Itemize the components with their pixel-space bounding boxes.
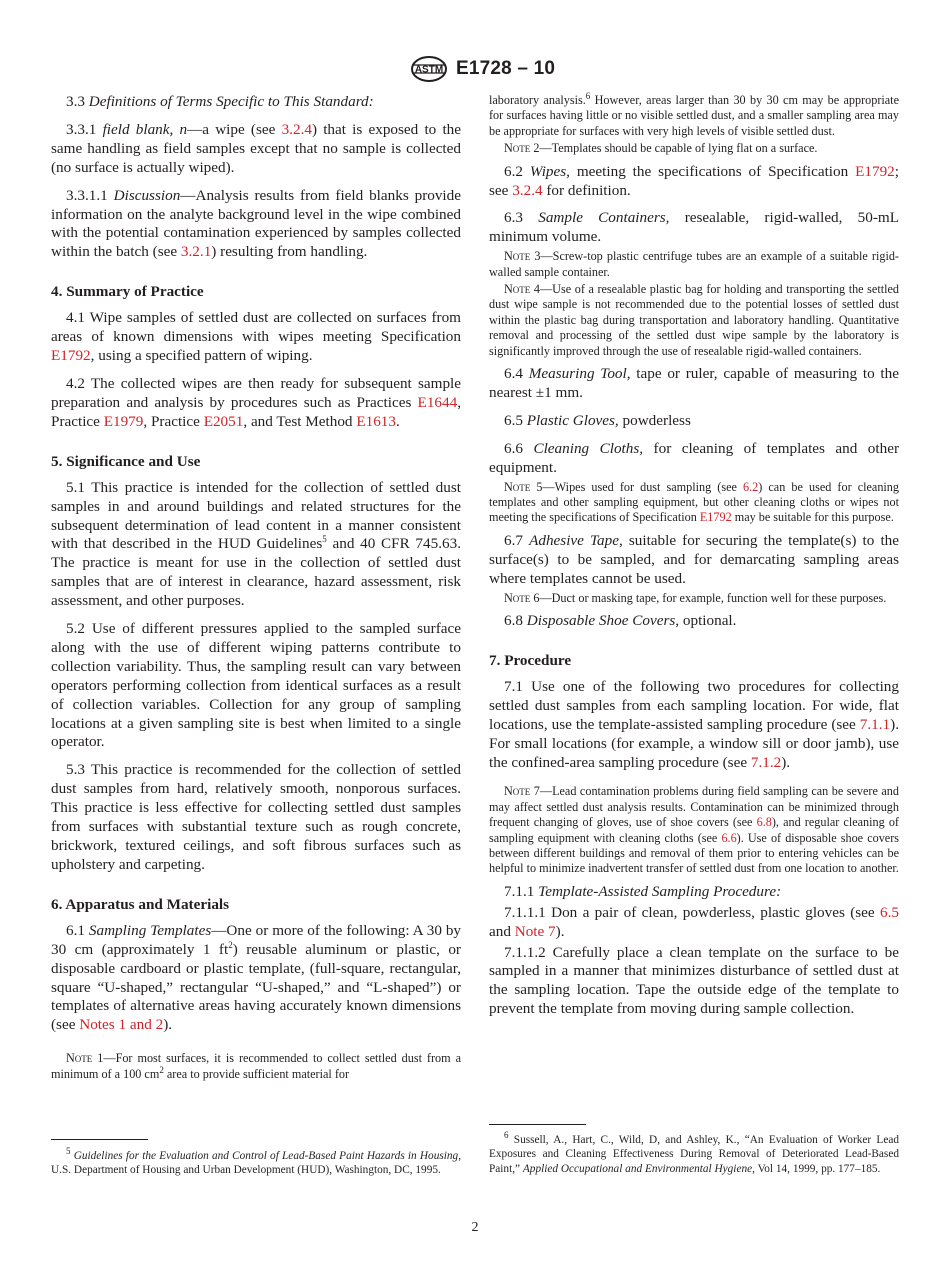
section-7-1-1-1: 7.1.1.1 Don a pair of clean, powderless, plastic gloves (see 6.5 and Note 7).: [489, 903, 899, 940]
ref-e1979[interactable]: E1979: [103, 412, 144, 430]
note-5: Note 5—Wipes used for dust sampling (see 6.2) can be used for cleaning templates and other sampling equipment, but other cleaning cloths or wipes not meeting the specifications of Specification E1792 may be suitable for this purpose.: [489, 479, 899, 525]
note-7: Note 7—Lead contamination problems during field sampling can be severe and may affect settled dust analysis results. Contamination can be minimized through frequent changing of gloves, use of shoe covers (see 6.8), and regular cleaning of sampling equipment with cleaning cloths (see 6.6). Use of disposable shoe covers between different buildings and removal of them prior to entering vehicles can be helpful to minimize inadvertent transfer of settled dust from one location to another.: [489, 784, 900, 876]
note-1: Note 1—For most surfaces, it is recommended to collect settled dust from a minimum of a 100 $cm^2$ area to provide sufficient material for: [51, 1051, 462, 1081]
section-3-3-1-1: 3.3.1.1 Discussion—Analysis results from field blanks provide information on the analyte background level in the wipe combined with the potential contamination experienced by samples collected within the batch (see 3.2.1) resulting from handling.: [51, 186, 461, 261]
section-3-3-1: 3.3.1 field blank, n—a wipe (see 3.2.4) that is exposed to the same handling as field samples except that no sample is collected (no surface is actually wiped).: [51, 120, 462, 176]
note-3: Note 3—Screw-top plastic centrifuge tubes are an example of a suitable rigid-walled sample container.: [489, 249, 899, 279]
section-5-3: 5.3 This practice is recommended for the collection of settled dust samples from hard, relatively smooth, nonporous surfaces. This practice is less effective for collecting settled dust samples from surfaces with substantial texture such as rough concrete, brickwork, textured ceilings, and soft fibrous surfaces such as upholstery and carpeting.: [51, 761, 461, 873]
footnote-rule-left: [51, 1139, 148, 1140]
ref-e1792[interactable]: E1792: [51, 347, 91, 365]
footnote-6: $^6$ Sussell, A., Hart, C., Wild, D, and Ashley, K., “An Evaluation of Worker Lead Exposures and Cleaning Effectiveness During Removal of Deteriorated Lead-Based Paint,” Applied Occupational and Environmental Hygiene, Vol 14, 1999, pp. 177–185.: [489, 1130, 899, 1175]
page-number: 2: [471, 1220, 479, 1235]
footnote-rule-right: [489, 1124, 586, 1125]
section-7-1-1-2: 7.1.1.2 Carefully place a clean template on the surface to be sampled in a manner that minimizes disturbance of settled dust at the sampling location. Tape the outside edge of the template to prevent the template from moving during sample collection.: [489, 943, 899, 1018]
note-2: Note 2—Templates should be capable of lying flat on a surface.: [504, 141, 818, 156]
ref-e1613[interactable]: E1613: [356, 412, 396, 430]
ref-6-5[interactable]: 6.5: [880, 903, 899, 921]
page-header: [0, 56, 950, 84]
section-7-1-1: 7.1.1 Template-Assisted Sampling Procedure:: [504, 882, 782, 900]
svg-text:ASTM: ASTM: [414, 64, 444, 76]
section-7-1: 7.1 Use one of the following two procedures for collecting settled dust samples from each sampling location. For wide, flat locations, use the template-assisted sampling procedure (see 7.1.1). For small locations (for example, a window sill or door jamb), use the confined-area sampling procedure (see 7.1.2).: [489, 677, 899, 771]
ref-notes-1-2[interactable]: Notes 1 and 2: [79, 1016, 164, 1034]
section-4-1: 4.1 Wipe samples of settled dust are collected on surfaces from areas of known dimensions with wipes meeting Specification E1792, using a specified pattern of wiping.: [51, 309, 461, 365]
section-3-3: 3.3 Definitions of Terms Specific to This Standard:: [66, 93, 374, 110]
ref-6-2[interactable]: 6.2: [743, 479, 759, 494]
ref-7-1-1[interactable]: 7.1.1: [859, 715, 891, 733]
ref-e2051[interactable]: E2051: [203, 412, 244, 430]
section-6-3: 6.3 Sample Containers, resealable, rigid-walled, 50-mL minimum volume.: [489, 209, 900, 246]
heading-6: 6. Apparatus and Materials: [51, 895, 230, 913]
left-column: [51, 93, 461, 1088]
right-column: [489, 90, 900, 1028]
ref-3-2-1[interactable]: 3.2.1: [180, 243, 212, 261]
note-1-continued: laboratory analysis.$^6$ However, areas larger than 30 by 30 cm may be appropriate for surfaces having little or no visible settled dust, and a smaller sampling area may be appropriate for surfaces with very high levels of visible settled dust.: [489, 90, 899, 138]
ref-3-2-4[interactable]: 3.2.4: [281, 120, 312, 138]
ref-e1792[interactable]: E1792: [699, 510, 732, 525]
ref-note-7[interactable]: Note 7: [514, 922, 556, 940]
astm-logo-icon: [409, 56, 449, 82]
heading-5: 5. Significance and Use: [51, 452, 201, 470]
section-6-2: 6.2 Wipes, meeting the specifications of Specification E1792; see 3.2.4 for definition.: [489, 162, 899, 199]
section-6-6: 6.6 Cleaning Cloths, for cleaning of templates and other equipment.: [489, 439, 900, 476]
ref-3-2-4[interactable]: 3.2.4: [512, 181, 543, 199]
section-6-5: 6.5 Plastic Gloves, powderless: [504, 411, 691, 429]
section-6-7: 6.7 Adhesive Tape, suitable for securing the template(s) to the surface(s) to be sampled, and for demarcating sampling areas where templates cannot be used.: [489, 531, 899, 587]
ref-6-8[interactable]: 6.8: [756, 815, 772, 830]
section-4-2: 4.2 The collected wipes are then ready for subsequent sample preparation and analysis by procedures such as Practices E1644, Practice E1979, Practice E2051, and Test Method E1613.: [51, 374, 461, 430]
ref-e1644[interactable]: E1644: [417, 393, 458, 411]
standard-designation: E1728 – 10: [456, 58, 556, 79]
heading-7: 7. Procedure: [489, 651, 572, 669]
ref-6-6[interactable]: 6.6: [721, 830, 737, 845]
section-6-4: 6.4 Measuring Tool, tape or ruler, capable of measuring to the nearest ±1 mm.: [489, 365, 899, 401]
note-6: Note 6—Duct or masking tape, for example, function well for these purposes.: [504, 590, 887, 605]
section-6-8: 6.8 Disposable Shoe Covers, optional.: [504, 611, 737, 629]
section-5-1: 5.1 This practice is intended for the collection of settled dust samples in and around buildings and related structures for the subsequent determination of lead content in a manner consistent with that described in the HUD Guidelines$^5$ and 40 CFR 745.63. The practice is meant for use in the collection of settled dust samples that are of interest in clearance, hazard assessment, risk assessment, and other purposes.: [51, 478, 461, 610]
footnote-5: $^5$ Guidelines for the Evaluation and Control of Lead-Based Paint Hazards in Housing, U.S. Department of Housing and Urban Development (HUD), Washington, DC, 1995.: [51, 1146, 462, 1177]
heading-4: 4. Summary of Practice: [51, 283, 204, 301]
section-5-2: 5.2 Use of different pressures applied to the sampled surface along with the use of different wiping patterns contribute to collection variability. Thus, the sampling result can vary between operators performing collection from identical surfaces as a result of collection variables. Collection for any group of sampling locations at a given sampling site is best when limited to a single operator.: [51, 620, 461, 751]
ref-e1792[interactable]: E1792: [855, 162, 895, 180]
section-6-1: 6.1 Sampling Templates—One or more of the following: A 30 by 30 cm (approximately 1 $ft^2$) reusable aluminum or plastic, or disposable cardboard or plastic template, (full-square, rectangular, square “U-shaped,” rectangular “U-shaped,” and “L-shaped”) or templates of alternative areas having accurately known dimensions (see Notes 1 and 2).: [51, 921, 462, 1034]
ref-7-1-2[interactable]: 7.1.2: [750, 753, 782, 771]
note-4: Note 4—Use of a resealable plastic bag for holding and transporting the settled dust wipe sample is not recommended due to the potential losses of settled dust within the plastic bag during transportation and laboratory handling. Quantitative removal and processing of the settled dust wipe sample by the laboratory is significantly improved through the use of resealable rigid-walled containers.: [489, 282, 899, 358]
